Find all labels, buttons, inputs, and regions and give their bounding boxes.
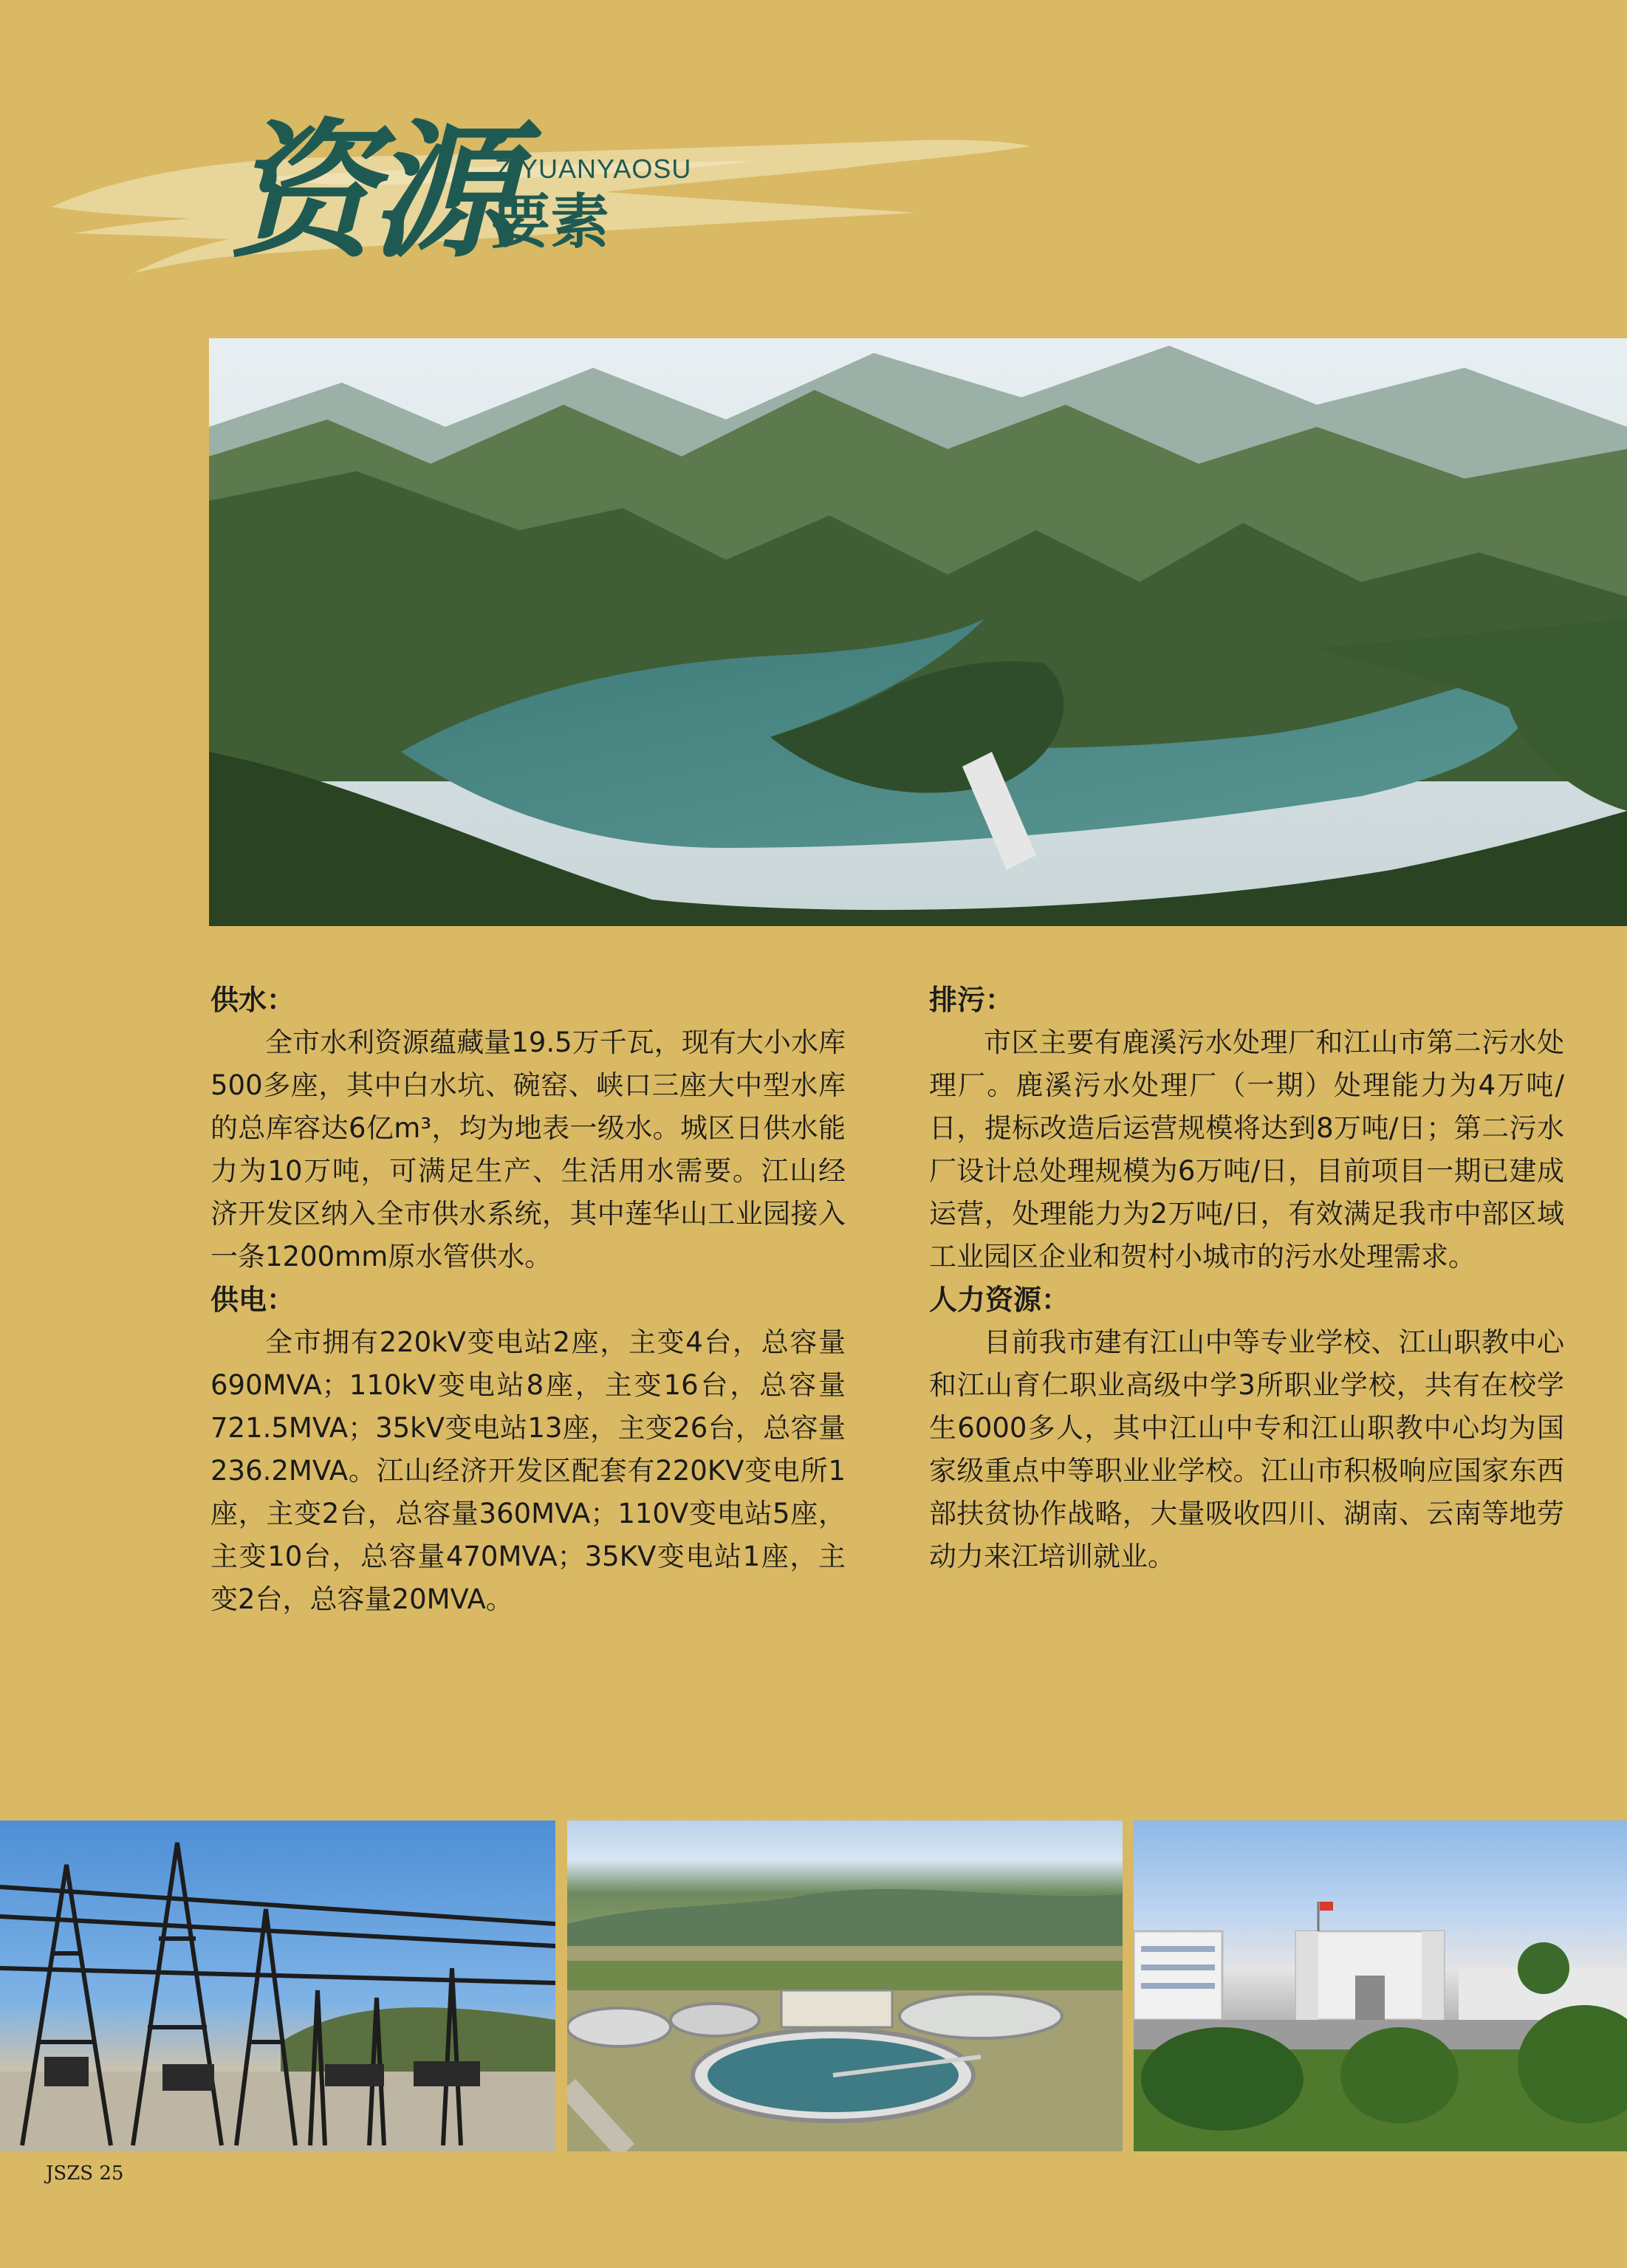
page-number: JSZS 25 [46, 2162, 124, 2185]
header-title-main: 资源 [229, 105, 510, 278]
page-header [44, 89, 1034, 295]
reservoir-landscape-photo [209, 338, 1627, 926]
water-supply-heading: 供水： [210, 984, 295, 1016]
water-supply-body: 全市水利资源蕴藏量19.5万千瓦，现有大小水库500多座，其中白水坑、碗窑、峡口三座大中型水库的总库容达6亿m³，均为地表一级水。城区日供水能力为10万吨，可满足生产、生活用水需要。江山经济开发区纳入全市供水系统，其中莲华山工业园接入一条1200mm原水管供水。 [210, 1027, 846, 1272]
human-resources-body: 目前我市建有江山中等专业学校、江山职教中心和江山育仁职业高级中学3所职业学校，共有在校学生6000多人，其中江山中专和江山职教中心均为国家级重点中等职业业学校。江山市积极响应国家东西部扶贫协作战略，大量吸收四川、湖南、云南等地劳动力来江培训就业。 [929, 1326, 1564, 1572]
right-text-column [929, 979, 1564, 1578]
school-campus-illustration [1134, 1820, 1627, 2151]
power-supply-body: 全市拥有220kV变电站2座，主变4台，总容量690MVA；110kV变电站8座，主变16台，总容量721.5MVA；35kV变电站13座，主变26台，总容量236.2MVA。江山经济开发区配套有220KV变电所1座，主变2台，总容量360MVA；110V变电站5座，主变10台，总容量470MVA；35KV变电站1座，主变2台，总容量20MVA。 [210, 1326, 846, 1615]
sewage-plant-illustration [567, 1820, 1123, 2151]
power-supply-heading: 供电： [210, 1284, 295, 1316]
school-campus-photo [1134, 1820, 1627, 2151]
header-title-sub: 要素 [491, 187, 609, 256]
sewage-body: 市区主要有鹿溪污水处理厂和江山市第二污水处理厂。鹿溪污水处理厂（一期）处理能力为4万吨/日，提标改造后运营规模将达到8万吨/日；第二污水厂设计总处理规模为6万吨/日，目前项目一期已建成运营，处理能力为2万吨/日，有效满足我市中部区域工业园区企业和贺村小城市的污水处理需求。 [929, 1027, 1564, 1272]
left-text-column [210, 979, 846, 1621]
header-title-pinyin: ZIYUANYAOSU [495, 154, 692, 184]
reservoir-landscape-illustration [209, 338, 1627, 926]
substation-illustration [0, 1820, 555, 2151]
sewage-heading: 排污： [929, 984, 1014, 1016]
human-resources-heading: 人力资源： [929, 1284, 1070, 1316]
sewage-plant-photo [567, 1820, 1123, 2151]
substation-photo [0, 1820, 555, 2151]
